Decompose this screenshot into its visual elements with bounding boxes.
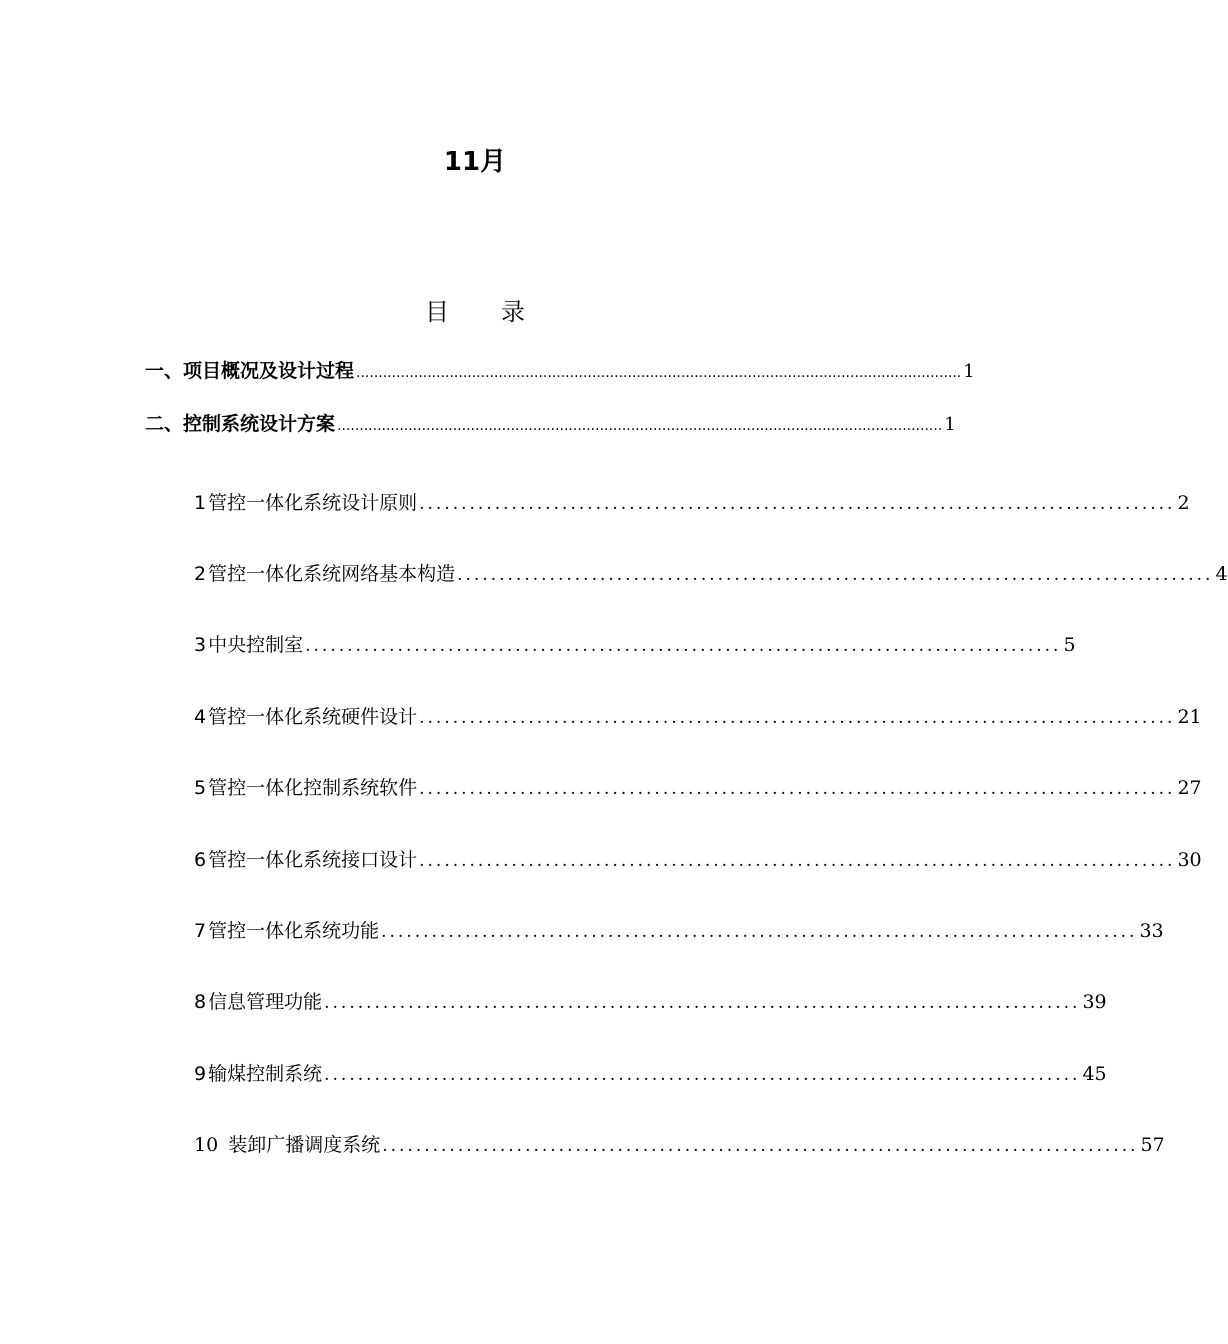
- toc-entry-label: 管控一体化系统接口设计: [208, 849, 418, 871]
- toc-leader: ........................................................................................................................................: [337, 418, 943, 434]
- toc-leader: ..........................................................................................: [382, 1136, 1139, 1156]
- toc-entry-number: 10: [194, 1134, 219, 1156]
- toc-leader: ..........................................................................................: [324, 993, 1081, 1013]
- toc-entry-number: 7: [194, 920, 207, 942]
- toc-entry-number: 8: [194, 991, 207, 1013]
- toc-page-number: 4: [1215, 563, 1228, 585]
- toc-leader: ........................................................................................................................................: [356, 365, 962, 381]
- toc-leader: ..........................................................................................: [324, 1065, 1081, 1085]
- toc-entry-label: 管控一体化系统设计原则: [208, 492, 418, 514]
- toc-entry-project-overview[interactable]: [145, 356, 975, 386]
- toc-entry-8[interactable]: [194, 987, 1107, 1017]
- toc-entry-label: 管控一体化系统功能: [208, 920, 380, 942]
- toc-entry-control-scheme[interactable]: [145, 409, 956, 439]
- toc-entry-label: 管控一体化系统网络基本构造: [208, 563, 456, 585]
- toc-leader: ..........................................................................................: [419, 494, 1176, 514]
- toc-page-number: 5: [1063, 634, 1076, 656]
- toc-page-number: 57: [1140, 1134, 1165, 1156]
- toc-entry-number: 9: [194, 1063, 207, 1085]
- toc-entry-label: 装卸广播调度系统: [228, 1134, 381, 1156]
- toc-page-number: 33: [1139, 920, 1164, 942]
- toc-entry-number: 5: [194, 777, 207, 799]
- toc-entry-label: 管控一体化控制系统软件: [208, 777, 418, 799]
- toc-leader: ..........................................................................................: [457, 565, 1214, 585]
- toc-entry-label: 输煤控制系统: [208, 1063, 323, 1085]
- toc-title: [0, 292, 950, 332]
- toc-entry-label: 信息管理功能: [208, 991, 323, 1013]
- toc-entry-10[interactable]: [194, 1130, 1165, 1160]
- date-heading: 11月: [443, 147, 507, 177]
- toc-page-number: 2: [1177, 492, 1190, 514]
- toc-leader: ..........................................................................................: [419, 779, 1176, 799]
- toc-entry-number: 3: [194, 634, 207, 656]
- toc-title-left: 目: [425, 298, 449, 326]
- toc-page-number: 1: [963, 361, 975, 382]
- toc-entry-7[interactable]: [194, 916, 1164, 946]
- toc-page-number: 21: [1177, 706, 1202, 728]
- toc-entry-label: 管控一体化系统硬件设计: [208, 706, 418, 728]
- toc-entry-number: 6: [194, 849, 207, 871]
- toc-entry-2[interactable]: [194, 559, 1228, 589]
- toc-entry-3[interactable]: [194, 630, 1076, 660]
- toc-page-number: 30: [1177, 849, 1202, 871]
- toc-leader: ..........................................................................................: [419, 708, 1176, 728]
- toc-entry-5[interactable]: [194, 773, 1202, 803]
- toc-entry-number: 4: [194, 706, 207, 728]
- toc-leader: ..........................................................................................: [305, 636, 1062, 656]
- toc-page-number: 27: [1177, 777, 1202, 799]
- toc-entry-number: 2: [194, 563, 207, 585]
- toc-entry-4[interactable]: [194, 702, 1202, 732]
- toc-leader: ..........................................................................................: [381, 922, 1138, 942]
- toc-entry-6[interactable]: [194, 845, 1202, 875]
- toc-page-number: 45: [1082, 1063, 1107, 1085]
- toc-entry-number: 1: [194, 492, 207, 514]
- toc-entry-1[interactable]: [194, 488, 1190, 518]
- toc-entry-label: 中央控制室: [208, 634, 304, 656]
- toc-entry-label: 二、控制系统设计方案: [145, 413, 336, 435]
- toc-entry-9[interactable]: [194, 1059, 1107, 1089]
- toc-page-number: 39: [1082, 991, 1107, 1013]
- toc-leader: ..........................................................................................: [419, 851, 1176, 871]
- toc-page-number: 1: [944, 414, 956, 435]
- toc-title-right: 录: [501, 298, 525, 326]
- toc-entry-label: 一、项目概况及设计过程: [145, 360, 355, 382]
